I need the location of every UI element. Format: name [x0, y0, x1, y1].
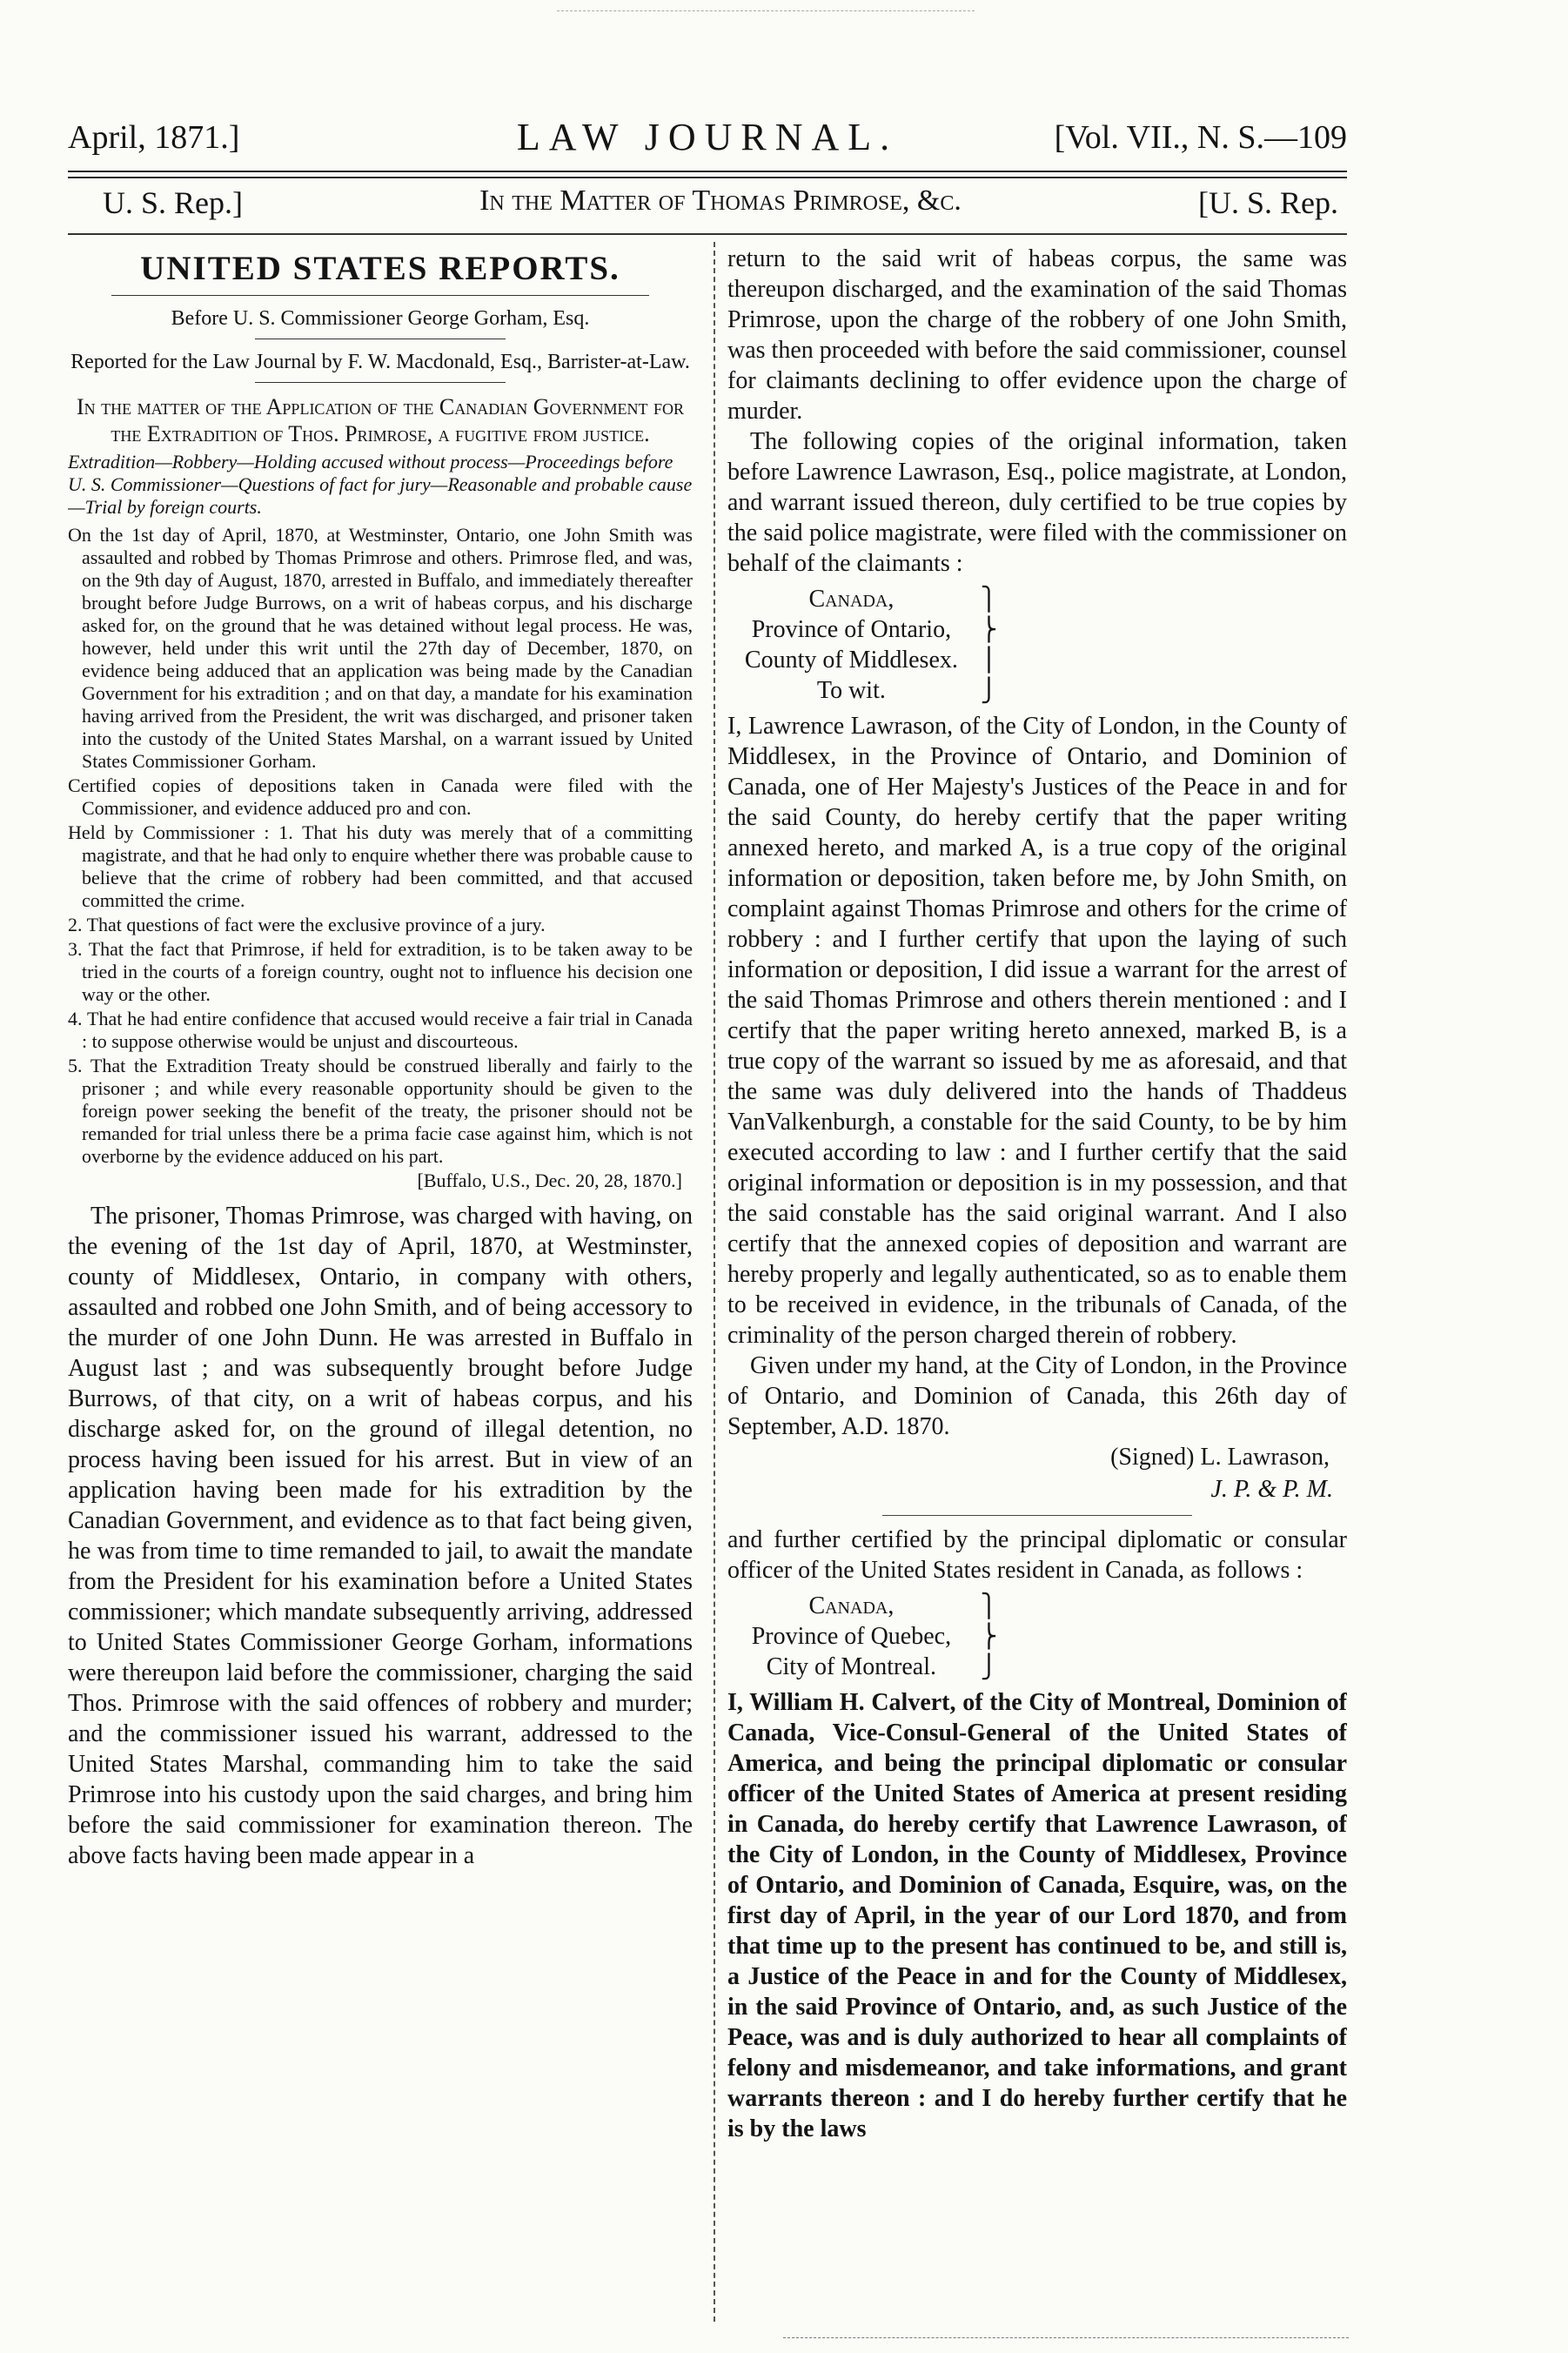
- case-header-right: [U. S. Rep.: [1198, 185, 1338, 220]
- opinion-paragraph: and further certified by the principal diplomatic or consular officer of the United States resident in Canada, as follows :: [727, 1526, 1347, 1584]
- scan-artifact: [557, 10, 975, 11]
- venue-caption: [727, 1591, 981, 1682]
- opinion-paragraph: return to the said writ of habeas corpus, the same was thereupon discharged, and the examination of the said Thomas Primrose, upon the charge of the robbery of one John Smith, was then proceeded with before the said commissioner, counsel for claimants declining to offer evidence upon the charge of murder.: [727, 245, 1347, 425]
- headnote-paragraph: Certified copies of depositions taken in Canada were filed with the Commissioner, and evidence adduced pro and con.: [68, 774, 693, 819]
- headnote-paragraph: Held by Commissioner : 1. That his duty was merely that of a committing magistrate, and that he had only to enquire whether there was probable cause to believe that the crime of robbery had been committed, and that accused committed the crime.: [68, 821, 693, 911]
- case-citation: [Buffalo, U.S., Dec. 20, 28, 1870.]: [417, 1170, 682, 1191]
- headnote-paragraph: 2. That questions of fact were the exclusive province of a jury.: [68, 914, 546, 935]
- certificate-opening: [995, 584, 1347, 706]
- venue-line: Province of Quebec,: [751, 1623, 952, 1650]
- right-column: [727, 244, 1347, 2325]
- brace: ⎫ ⎬ ⎭: [980, 1593, 998, 1679]
- volume-page: [Vol. VII., N. S.—109: [1054, 119, 1347, 156]
- headnote: [68, 524, 693, 1168]
- divider: [882, 1515, 1192, 1516]
- venue-block-lawrason: [727, 584, 1347, 706]
- venue-caption: [727, 584, 981, 706]
- headnote-paragraph: 3. That the fact that Primrose, if held for extradition, is to be taken away to be tried in the courts of a foreign country, ought not to influence his decision one way or the other.: [68, 938, 693, 1005]
- venue-line: Canada,: [808, 586, 895, 613]
- headnote-paragraph: 4. That he had entire confidence that accused would receive a fair trial in Canada : to suppose otherwise would be unjust and discourteous.: [68, 1008, 693, 1052]
- left-column: [68, 244, 693, 2325]
- venue-line: To wit.: [816, 677, 886, 704]
- divider: [255, 382, 505, 383]
- signature-line: (Signed) L. Lawrason,: [1110, 1444, 1330, 1471]
- reporter-line: Reported for the Law Journal by F. W. Macdonald, Esq., Barrister-at-Law.: [70, 351, 690, 373]
- scan-artifact: [783, 2337, 1349, 2338]
- case-title: In the matter of the Application of the Canadian Government for the Extradition of Thos. Primrose, a fugitive from justice.: [76, 394, 685, 446]
- journal-title: LAW JOURNAL.: [516, 116, 899, 158]
- venue-line: City of Montreal.: [766, 1653, 936, 1680]
- certificate-opening: [995, 1591, 1347, 1682]
- column-divider: [714, 242, 715, 2322]
- venue-line: County of Middlesex.: [744, 647, 958, 674]
- headnote-paragraph: On the 1st day of April, 1870, at Westminster, Ontario, one John Smith was assaulted and robbed by Thomas Primrose and others. Primrose fled, and was, on the 9th day of August, 1870, arrested in Buffalo, and immediately thereafter brought before Judge Burrows, on a writ of habeas corpus, and his discharge asked for, on the ground that he was detained without legal process. He was, however, held under this writ until the 27th day of December, 1870, on evidence being adduced that an application was being made by the Canadian Government for his extradition ; and on that day, a mandate for his examination having arrived from the President, the writ was discharged, and prisoner taken into the custody of the United States Marshal, on a warrant issued by United States Commissioner Gorham.: [68, 524, 693, 772]
- case-keywords: Extradition—Robbery—Holding accused without process—Proceedings before U. S. Commissioner—Questions of fact for jury—Reasonable and probable cause—Trial by foreign courts.: [68, 451, 693, 518]
- venue-block-calvert: [727, 1591, 1347, 1682]
- case-header-title: In the Matter of Thomas Primrose, &c.: [479, 184, 962, 217]
- opinion-paragraph: The following copies of the original information, taken before Lawrence Lawrason, Esq., police magistrate, at London, and warrant issued thereon, duly certified to be true copies by the said police magistrate, were filed with the commissioner on behalf of the claimants :: [727, 428, 1347, 577]
- given-under-hand: Given under my hand, at the City of London, in the Province of Ontario, and Dominion of Canada, this 26th day of September, A.D. 1870.: [727, 1352, 1347, 1440]
- signature-role: J. P. & P. M.: [1210, 1476, 1333, 1503]
- before-commissioner: Before U. S. Commissioner George Gorham, Esq.: [171, 307, 590, 330]
- running-head: [68, 115, 1347, 167]
- venue-line: Province of Ontario,: [751, 616, 952, 643]
- case-header-rule: [68, 233, 1347, 235]
- header-rule: [68, 171, 1347, 178]
- opinion-paragraph: The prisoner, Thomas Primrose, was charged with having, on the evening of the 1st day of April, 1870, at Westminster, county of Middlesex, Ontario, in company with others, assaulted and robbed one John Smith, and of being accessory to the murder of one John Dunn. He was arrested in Buffalo in August last ; and was subsequently brought before Judge Burrows, of that city, on a writ of habeas corpus, and his discharge asked for, on the ground of illegal detention, no process having been issued for his arrest. But in view of an application having been made for his extradition by the Canadian Government, and evidence as to that fact being given, he was from time to time remanded to jail, to await the mandate from the President for his examination before a United States commissioner; which mandate subsequently arriving, addressed to United States Commissioner George Gorham, informations were thereupon laid before the commissioner, charging the said Thos. Primrose with the said offences of robbery and murder; and the commissioner issued his warrant, addressed to the United States Marshal, commanding him to take the said Primrose into his custody upon the said charges, and bring him before the said commissioner for examination thereon. The above facts having been made appear in a: [68, 1203, 693, 1869]
- issue-date: April, 1871.]: [68, 119, 240, 156]
- section-rule: [111, 295, 648, 296]
- case-header-left: U. S. Rep.]: [103, 185, 243, 220]
- certificate-text: I, Lawrence Lawrason, of the City of London, in the County of Middlesex, in the Province of Ontario, and Dominion of Canada, one of Her Majesty's Justices of the Peace in and for the said County, do hereby certify that the paper writing annexed hereto, and marked A, is a true copy of the original information or deposition, taken before me, by John Smith, on complaint against Thomas Primrose and others for the crime of robbery : and I further certify that upon the laying of such information or deposition, I did issue a warrant for the arrest of the said Thomas Primrose and others therein mentioned : and I certify that the paper writing hereto annexed, marked B, is a true copy of the warrant so issued by me as aforesaid, and that the same was duly delivered into the hands of Thaddeus VanValkenburgh, a constable for the said County, to be by him executed according to law : and I further certify that the said original information or deposition is in my possession, and that the said constable has the said original warrant. And I also certify that the annexed copies of deposition and warrant are hereby properly and legally authenticated, so as to enable them to be received in evidence, in the tribunals of Canada, of the criminality of the person charged therein of robbery.: [727, 713, 1347, 1349]
- section-title: UNITED STATES REPORTS.: [140, 250, 620, 287]
- headnote-paragraph: 5. That the Extradition Treaty should be construed liberally and fairly to the prisoner ; and while every reasonable opportunity should be given to the foreign power seeking the benefit of the treaty, the prisoner should not be remanded for trial unless there be a prima facie case against him, which is not overborne by the evidence adduced on his part.: [68, 1055, 693, 1167]
- case-header: [103, 184, 1338, 228]
- venue-line: Canada,: [808, 1592, 895, 1619]
- brace: ⎫ ⎬ ⎪ ⎭: [980, 587, 998, 703]
- certificate-text: I, William H. Calvert, of the City of Montreal, Dominion of Canada, Vice-Consul-General of the United States of America, and being the principal diplomatic or consular officer of the United States of America at present residing in Canada, do hereby certify that Lawrence Lawrason, of the City of London, in the County of Middlesex, Province of Ontario, and Dominion of Canada, Esquire, was, on the first day of April, in the year of our Lord 1870, and from that time up to the present has continued to be, and still is, a Justice of the Peace in and for the County of Middlesex, in the said Province of Ontario, and, as such Justice of the Peace, was and is duly authorized to hear all complaints of felony and misdemeanor, and take informations, and grant warrants thereon : and I do hereby further certify that he is by the laws: [727, 1689, 1347, 2142]
